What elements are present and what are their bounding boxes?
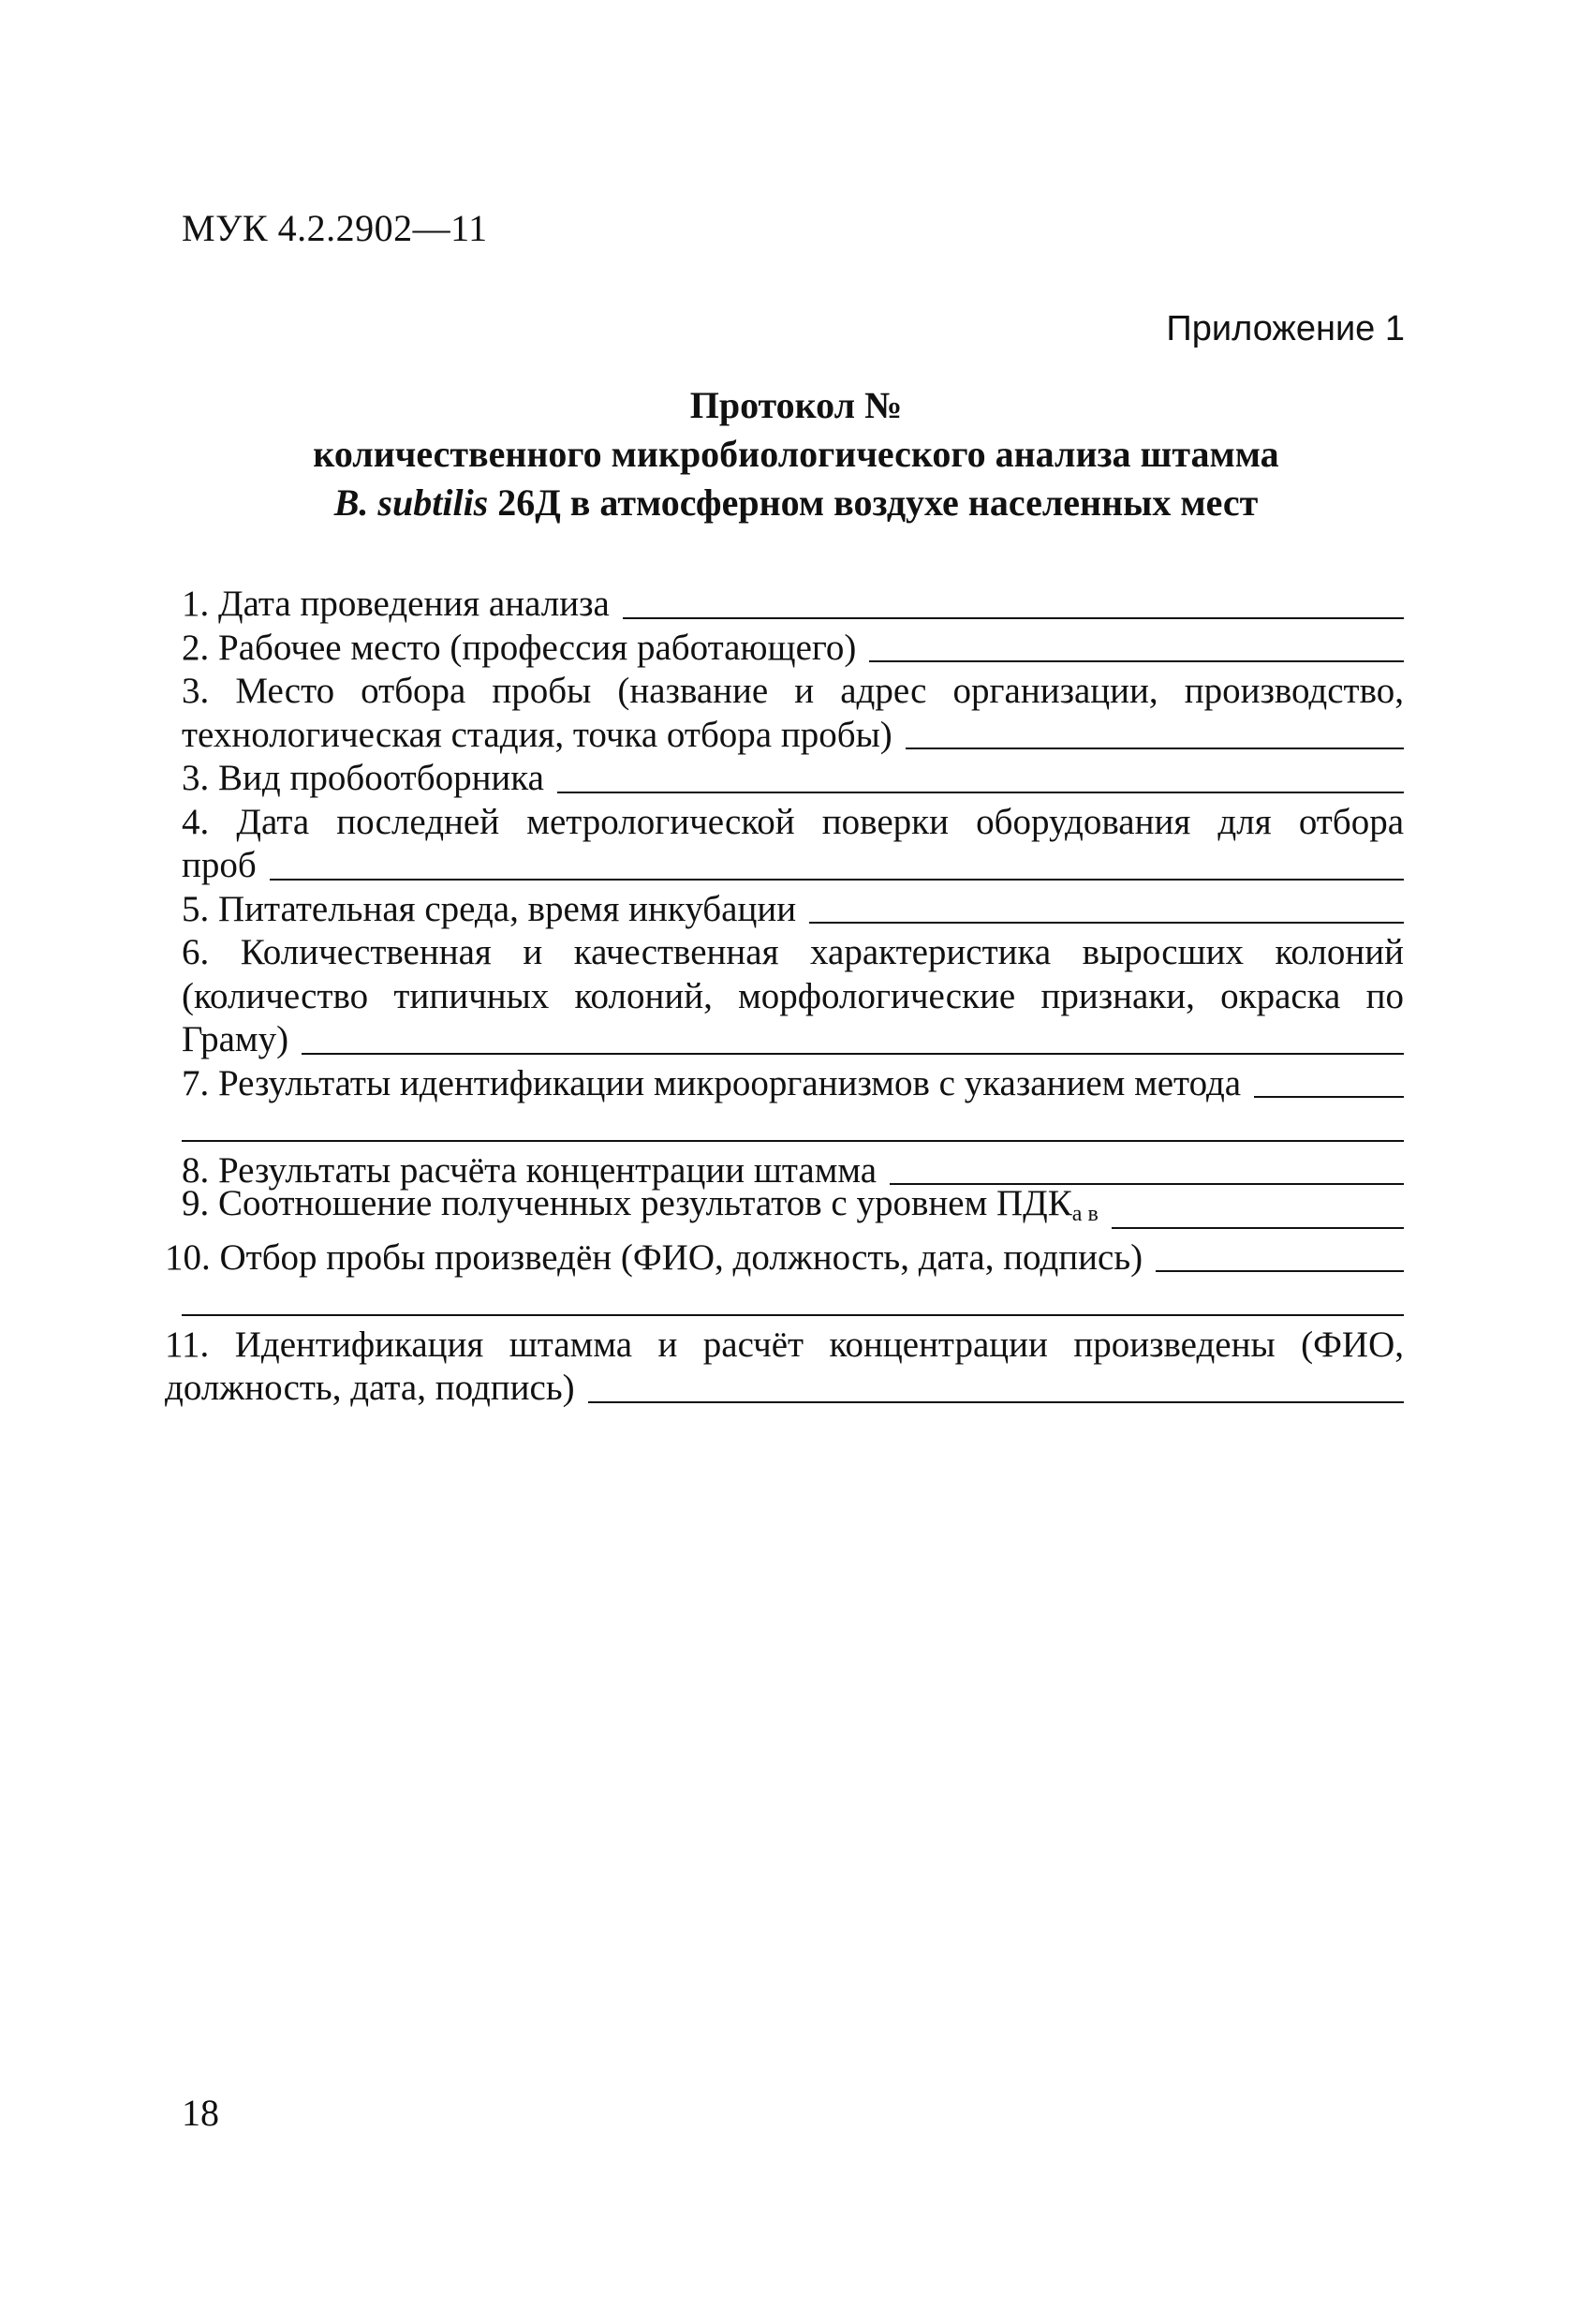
pdk-subscript: а в (1071, 1202, 1099, 1226)
form-item-label: 3. Место отбора пробы (название и адрес организации, производство, (182, 671, 1404, 711)
fill-in-line[interactable] (182, 1314, 1404, 1316)
form-item-label (182, 1182, 1099, 1236)
form-item-label: (количество типичных колоний, морфологические признаки, окраска по (182, 975, 1404, 1016)
fill-in-line[interactable] (182, 1140, 1404, 1142)
form-item-label: 3. Вид пробоотборника (182, 758, 544, 798)
form-item-4-cont (182, 844, 1404, 888)
species-name: B. subtilis (333, 481, 489, 524)
form-item-label: 2. Рабочее место (профессия работающего) (182, 627, 857, 668)
form-item-label: 7. Результаты идентификации микроорганизмов с указанием метода (182, 1062, 1242, 1103)
protocol-form (165, 583, 1404, 1411)
form-item-label: 5. Питательная среда, время инкубации (182, 888, 797, 929)
document-code: МУК 4.2.2902—11 (182, 207, 488, 249)
form-item-6-cont (182, 975, 1404, 1019)
appendix-label: Приложение 1 (1166, 309, 1405, 348)
fill-in-line[interactable] (557, 792, 1404, 793)
form-item-3 (182, 670, 1404, 714)
form-item-2 (182, 627, 1404, 671)
form-item-5 (182, 888, 1404, 932)
form-item-9-text: 9. Соотношение полученных результатов с уровнем ПДК (182, 1183, 1072, 1223)
form-item-3-sampler (182, 757, 1404, 801)
fill-in-line[interactable] (270, 879, 1404, 881)
form-item-6 (182, 931, 1404, 975)
form-item-label: должность, дата, подпись) (165, 1368, 575, 1408)
subtitle-rest: 26Д в атмосферном воздухе населенных мест (488, 481, 1259, 524)
protocol-subtitle: количественного микробиологического анализа штамма (313, 433, 1279, 475)
protocol-title: Протокол № (689, 384, 903, 426)
form-item-10 (165, 1236, 1404, 1280)
form-item-label: Граму) (182, 1019, 289, 1059)
protocol-subtitle-2 (140, 481, 1452, 525)
fill-in-line[interactable] (302, 1053, 1404, 1055)
form-item-label: 10. Отбор пробы произведён (ФИО, должность, дата, подпись) (165, 1236, 1143, 1278)
form-item-7 (182, 1062, 1404, 1106)
fill-in-line[interactable] (809, 922, 1404, 924)
form-item-1 (182, 583, 1404, 627)
form-item-label: проб (182, 845, 257, 885)
form-item-label: технологическая стадия, точка отбора пробы) (182, 714, 892, 755)
form-item-3-cont (182, 714, 1404, 758)
fill-in-line[interactable] (869, 660, 1404, 662)
form-item-label: 6. Количественная и качественная характеристика выросших колоний (182, 932, 1404, 972)
fill-in-line[interactable] (1112, 1227, 1404, 1229)
form-item-7-blank (182, 1105, 1404, 1149)
form-item-11-cont (165, 1367, 1404, 1411)
page-number: 18 (182, 2092, 219, 2134)
fill-in-line[interactable] (588, 1401, 1404, 1403)
form-item-4 (182, 801, 1404, 845)
form-item-11 (165, 1324, 1404, 1368)
form-item-6-cont-2 (182, 1018, 1404, 1062)
form-item-9 (182, 1183, 1404, 1236)
form-item-label: 8. Результаты расчёта концентрации штамма (182, 1149, 878, 1191)
fill-in-line[interactable] (1254, 1096, 1404, 1098)
fill-in-line[interactable] (906, 748, 1404, 749)
fill-in-line[interactable] (1156, 1270, 1404, 1272)
form-item-label: 4. Дата последней метрологической поверки оборудования для отбора (182, 801, 1404, 842)
form-item-10-blank (182, 1280, 1404, 1324)
form-item-label: 11. Идентификация штамма и расчёт концентрации произведены (ФИО, (165, 1324, 1404, 1365)
fill-in-line[interactable] (623, 617, 1404, 619)
form-item-label: 1. Дата проведения анализа (182, 584, 610, 624)
